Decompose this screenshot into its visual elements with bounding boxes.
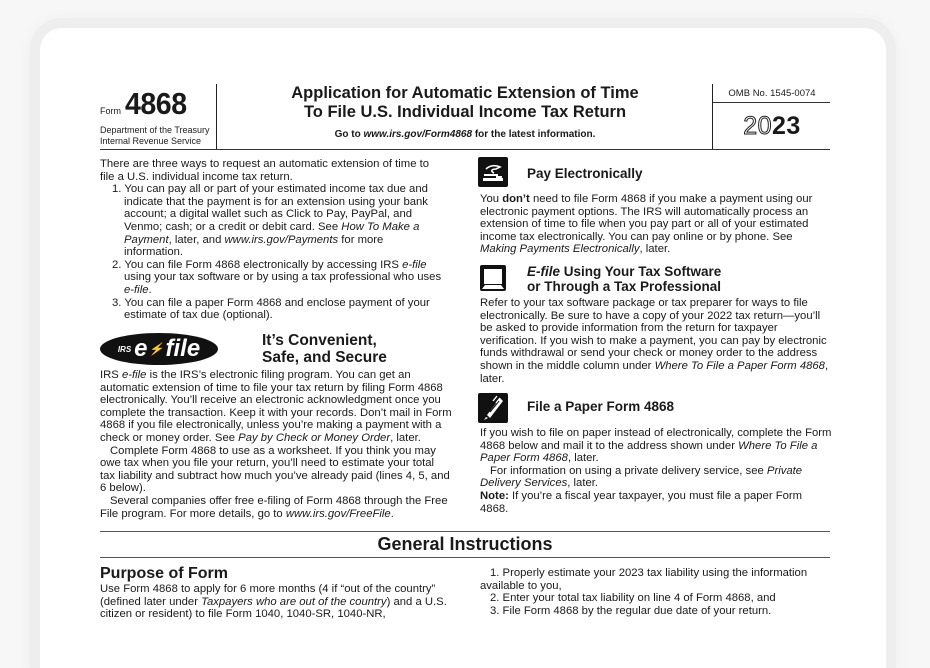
steps-list	[480, 567, 832, 617]
pen-icon	[478, 393, 508, 423]
form-title	[218, 84, 712, 122]
paper-form-paragraph: If you wish to file on paper instead of electronically, complete the Form 4868 below and mail it to the address shown under Where To File a Paper Form 4868, later.	[480, 427, 832, 465]
hand-payment-icon	[478, 157, 508, 187]
freefile-link[interactable]: www.irs.gov/FreeFile	[285, 507, 391, 520]
title-line-2: To File U.S. Individual Income Tax Return	[303, 103, 627, 121]
purpose-heading: Purpose of Form	[100, 565, 229, 582]
form-label: Form	[100, 106, 121, 116]
paper-form-heading: File a Paper Form 4868	[527, 399, 675, 414]
department	[100, 125, 210, 147]
intro-section	[100, 158, 445, 322]
efile-software-text: Refer to your tax software package or tax preparer for ways to file electronically. Be sure to have a copy of your 2022 tax return—you’ll be asked to provide information from the return for taxpayer verification. If you wish to make a payment, you can pay by electronic funds withdrawal or send your check or money order to the address shown in the middle column under Where To File a Paper Form 4868, later.	[480, 297, 829, 385]
efile-e: e	[134, 335, 147, 362]
omb-number: OMB No. 1545-0074	[728, 88, 816, 99]
way-item-2: 2. You can file Form 4868 electronically by accessing IRS e-file using your tax software or by using a tax professional who uses e-file.	[112, 258, 442, 296]
step-item-1: 1. Properly estimate your 2023 tax liability using the information available to you,	[480, 567, 808, 592]
intro-text: There are three ways to request an automatic extension of time to file a U.S. individual income tax return.	[100, 158, 430, 183]
general-top-rule	[100, 531, 830, 532]
step-item-3: 3. File Form 4868 by the regular due date of your return.	[490, 604, 772, 617]
convenient-line-2: Safe, and Secure	[262, 349, 387, 366]
pay-electronically-heading: Pay Electronically	[527, 166, 643, 181]
paper-form-text	[480, 427, 832, 515]
irs-mark: IRS	[117, 344, 132, 354]
department-line-1: Department of the Treasury	[100, 125, 210, 135]
general-instructions-heading: General Instructions	[377, 534, 553, 554]
fiscal-year-note: Note: If you’re a fiscal year taxpayer, you must file a paper Form 4868.	[480, 489, 803, 515]
worksheet-paragraph: Complete Form 4868 to use as a worksheet. If you think you may owe tax when you file your return, you’ll need to estimate your total tax liability and subtract how much you’ve already paid (lines 4, 5, and 6 below).	[100, 444, 450, 495]
year-outline: 20	[743, 112, 772, 140]
tax-year	[714, 112, 830, 141]
goto-link[interactable]: www.irs.gov/Form4868	[363, 129, 473, 140]
purpose-text: Use Form 4868 to apply for 6 more months (4 if “out of the country” (defined later under Taxpayers who are out of the country) and a U.S. citizen or resident) to file Form 1040, 1040-SR, 1040-NR,	[100, 583, 447, 621]
payments-link[interactable]: www.irs.gov/Payments	[224, 233, 339, 246]
goto-prefix: Go to	[334, 129, 364, 140]
irs-efile-logo	[100, 333, 218, 365]
laptop-icon	[478, 264, 508, 294]
way-item-3: 3. You can file a paper Form 4868 and enclose payment of your estimate of tax due (optional).	[112, 296, 430, 322]
convenient-line-1: It’s Convenient,	[262, 332, 377, 349]
goto-suffix: for the latest information.	[472, 129, 596, 140]
department-line-2: Internal Revenue Service	[100, 136, 202, 146]
lightning-icon: ⚡	[148, 342, 164, 356]
private-delivery-paragraph: For information on using a private delivery service, see Private Delivery Services, later.	[480, 464, 803, 490]
convenient-heading	[262, 332, 387, 366]
form-number: 4868	[125, 86, 188, 121]
ways-list	[100, 183, 445, 322]
efile-file: file	[165, 335, 201, 362]
goto-line	[218, 129, 712, 140]
efile-software-heading: E-file Using Your Tax Software or Through a Tax Professional	[527, 264, 722, 294]
pay-electronically-text: You don’t need to file Form 4868 if you make a payment using our electronic payment options. The IRS will automatically process an extension of time to file when you pay part or all of your estimated income tax electronically. You can pay online or by phone. See Making Payments Electronically, later.	[480, 193, 813, 256]
title-line-1: Application for Automatic Extension of Time	[291, 84, 639, 102]
step-item-2: 2. Enter your total tax liability on line 4 of Form 4868, and	[490, 592, 776, 605]
header-bottom-rule	[100, 149, 830, 150]
general-bottom-rule	[100, 557, 830, 558]
way-item-1: 1. You can pay all or part of your estimated income tax due and indicate that the payment is for an extension using your bank account; a digital wallet such as Click to Pay, PayPal, and Venmo; cash; or a credit or debit card. See How To Make a Payment, later, and www.irs.gov/Payments for more information.	[112, 183, 428, 259]
freefile-paragraph: Several companies offer free e-filing of Form 4868 through the Free File program. For more details, go to www.irs.gov/FreeFile.	[100, 494, 448, 520]
form-id	[100, 86, 192, 122]
omb-divider	[713, 102, 830, 103]
efile-section	[100, 369, 452, 520]
efile-paragraph: IRS e-file is the IRS’s electronic filing program. You can get an automatic extension of time to file your tax return by filing Form 4868 electronically. You’ll receive an electronic acknowledgment once you complete the transaction. Keep it with your records. Don’t mail in Form 4868 if you file electronically, unless you’re making a payment with a check or money order. See Pay by Check or Money Order, later.	[100, 369, 452, 444]
year-bold: 23	[772, 112, 801, 140]
